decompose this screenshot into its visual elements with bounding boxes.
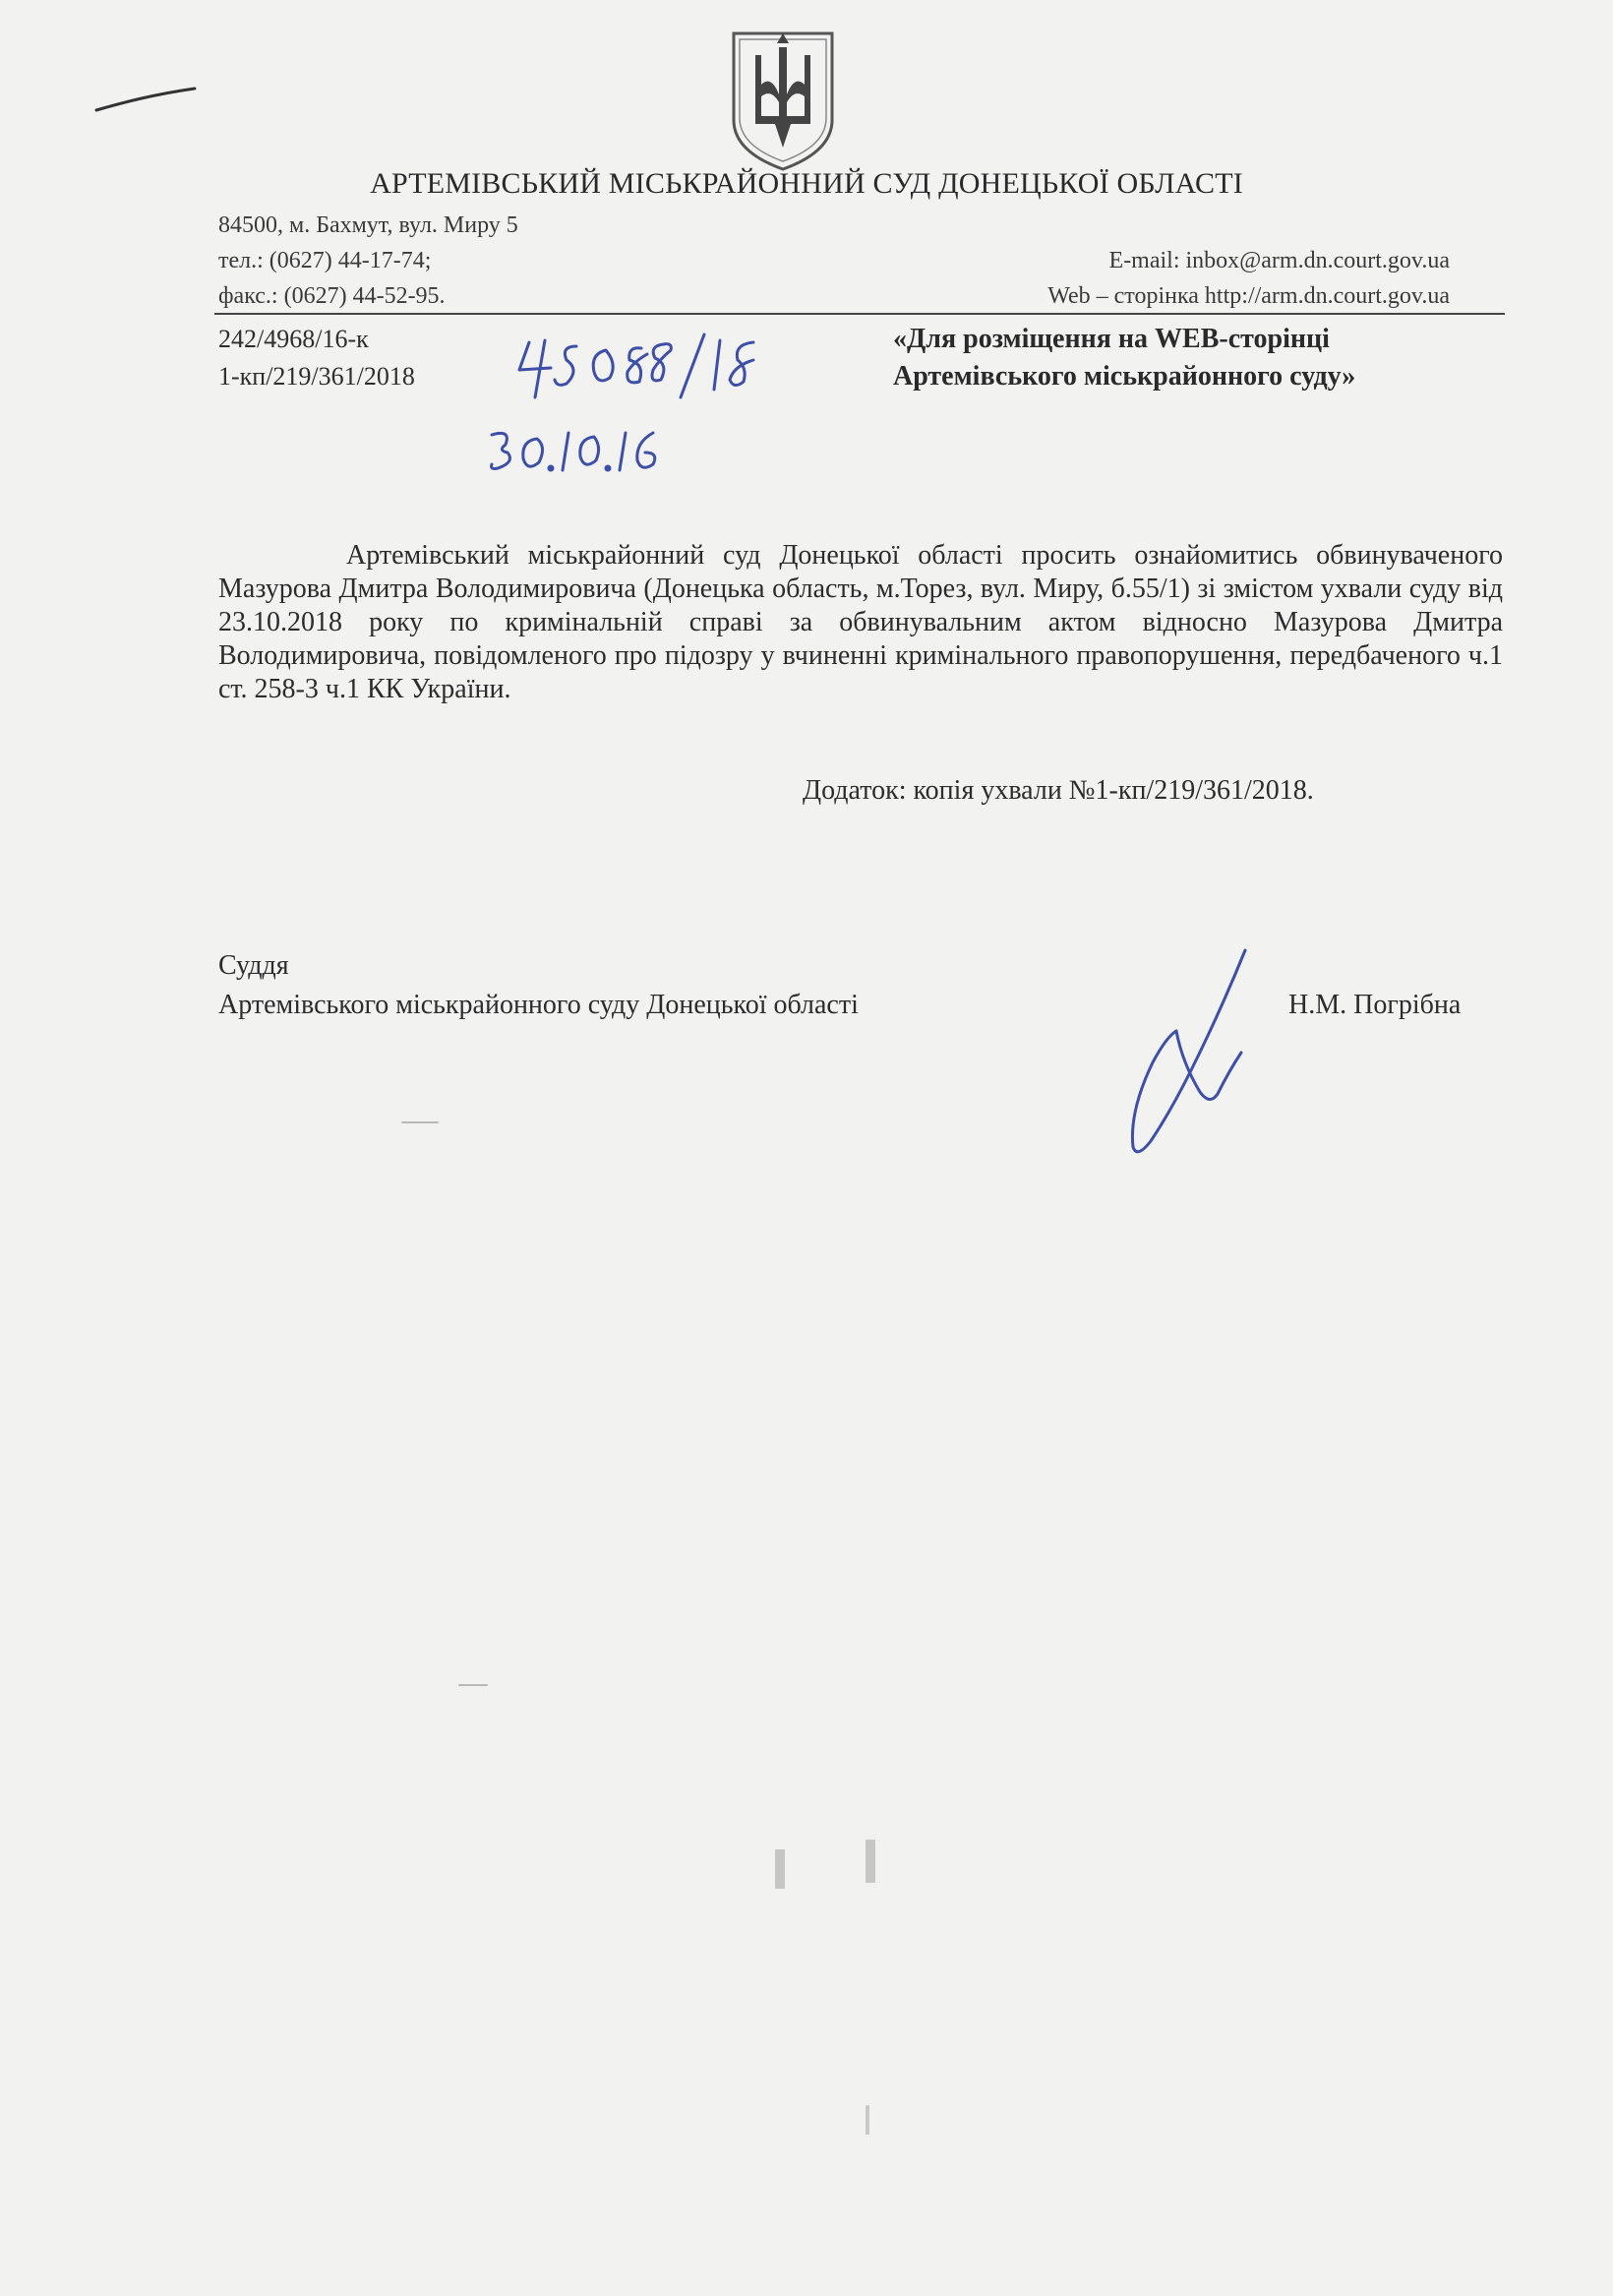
pen-mark <box>94 81 203 120</box>
scan-speck <box>775 1849 785 1889</box>
letter-body <box>218 539 1503 706</box>
scan-speck <box>401 1121 439 1123</box>
judge-name: Н.М. Погрібна <box>1288 990 1462 1020</box>
judge-court: Артемівського міськрайонного суду Донецької області <box>218 990 859 1020</box>
header-divider <box>214 313 1505 315</box>
web-publication-note <box>893 321 1503 395</box>
handwritten-registration-number <box>511 325 787 403</box>
court-fax: факс.: (0627) 44-52-95. <box>218 283 446 309</box>
scan-speck <box>866 2105 869 2135</box>
proceeding-number: 1-кп/219/361/2018 <box>218 362 415 391</box>
judge-title: Суддя <box>218 950 289 981</box>
coat-of-arms-icon <box>726 26 840 173</box>
attachment-note: Додаток: копія ухвали №1-кп/219/361/2018. <box>803 775 1314 806</box>
court-phone: тел.: (0627) 44-17-74; <box>218 248 432 273</box>
scan-speck <box>866 1840 875 1883</box>
letter-paragraph: Артемівський міськрайонний суд Донецької області просить ознайомитись обвинуваченого Мазурова Дмитра Володимировича (Донецька область, м.Торез, вул. Миру, б.55/1) зі змістом ухвали суду від 23.10.2018 року по кримінальній справі за обвинувальним актом відносно Мазурова Дмитра Володимировича, повідомленого про підозру у вчиненні кримінального правопорушення, передбаченого ч.1 ст. 258-3 ч.1 КК України. <box>218 540 1503 704</box>
handwritten-date <box>486 423 683 482</box>
court-email: E-mail: inbox@arm.dn.court.gov.ua <box>1108 248 1450 273</box>
scan-speck <box>458 1684 488 1686</box>
web-note-line-1: «Для розміщення на WEB-сторінці <box>893 324 1330 354</box>
judge-signature <box>1072 944 1259 1161</box>
court-name: АРТЕМІВСЬКИЙ МІСЬКРАЙОННИЙ СУД ДОНЕЦЬКОЇ ОБЛАСТІ <box>370 167 1243 200</box>
web-note-line-2: Артемівського міськрайонного суду» <box>893 361 1356 392</box>
court-address: 84500, м. Бахмут, вул. Миру 5 <box>218 212 518 238</box>
court-website: Web – сторінка http://arm.dn.court.gov.ua <box>1047 283 1450 309</box>
case-number: 242/4968/16-к <box>218 325 369 353</box>
